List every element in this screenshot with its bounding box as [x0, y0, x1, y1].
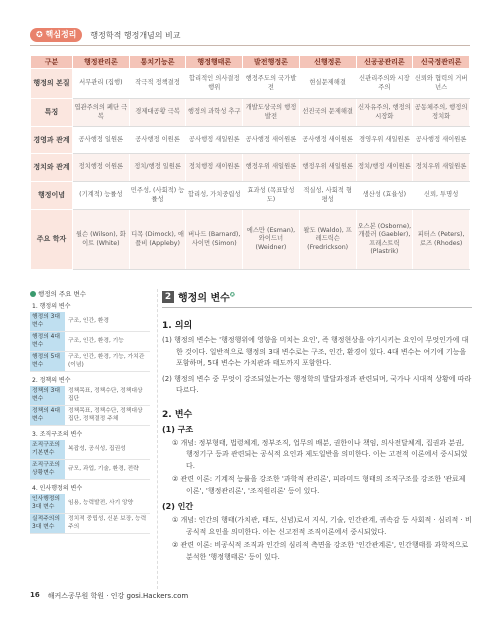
paragraph: ① 개념: 인간의 행태(가치관, 태도, 신념)로서 지식, 기술, 인간관계, 귀속감 등 사회적 · 심리적 · 비공식적 요인을 의미한다. 이는 신고전적 조직이론에서 중시되었다.	[172, 516, 472, 536]
bullet-icon	[30, 291, 36, 297]
sidebar-row	[30, 514, 150, 534]
table-cell: 효과성 (목표달성도)	[243, 182, 300, 210]
table-row	[31, 210, 470, 270]
sidebar-key: 정책의 3대 변수	[30, 386, 65, 405]
section-header	[30, 28, 470, 46]
subsection-title: 2. 변수	[162, 409, 193, 420]
table-cell: 공사행정 새일원론	[186, 127, 243, 154]
paragraph: ② 관련 이론: 비공식적 조직과 인간의 심리적 측면을 강조한 '인간관계론', 인간행태를 과학적으로 분석한 '행정행태론' 등이 있다.	[172, 541, 469, 561]
table-header-row	[31, 56, 470, 69]
table-cell: 적실성, 사회적 형평성	[299, 182, 356, 210]
paragraph: ② 관련 이론: 기계적 능률을 강조한 '과학적 관리론', 피라미드 형태의 조직구조를 강조한 '관료제이론', '행정관리론', '조직원리론' 등이 있다.	[172, 475, 466, 495]
table-cell: 신뢰, 투명성	[413, 182, 470, 210]
page-footer	[30, 591, 188, 601]
sidebar-key: 행정의 3대 변수	[30, 312, 65, 331]
row-header: 정치와 관계	[31, 154, 73, 182]
table-cell: 합리적인 의사결정행위	[186, 69, 243, 99]
sidebar-val: 정치적 중립성, 신분 보장, 능력주의	[68, 516, 147, 530]
sidebar-val: 복잡성, 공식성, 집권성	[68, 445, 126, 452]
subsection-title: 1. 의의	[162, 321, 193, 331]
sidebar-group-heading: 2. 정책의 변수	[32, 377, 71, 384]
table-row	[31, 154, 470, 182]
table-cell: 행정우위 새일원론	[299, 154, 356, 182]
table-header-cell: 신국정관리론	[413, 56, 470, 69]
row-header: 경영과 관계	[31, 127, 73, 154]
row-header: 행정이념	[31, 182, 73, 210]
sidebar-val: 규모, 과업, 기술, 환경, 전략	[68, 465, 139, 472]
table-cell: 개발도상국의 행정발전	[243, 99, 300, 127]
comparison-section	[30, 28, 470, 270]
table-cell: 경제대공황 극복	[129, 99, 186, 127]
sidebar-title: 행정의 주요 변수	[30, 289, 150, 298]
table-header-cell: 신공공관리론	[356, 56, 413, 69]
table-header-cell: 신행정론	[299, 56, 356, 69]
sidebar-key: 행정의 5대 변수	[30, 352, 65, 371]
table-row	[31, 99, 470, 127]
core-summary-badge: ✪ 핵심정리	[30, 28, 82, 42]
table-header-cell: 발전행정론	[243, 56, 300, 69]
table-row	[31, 69, 470, 99]
table-cell: 신관리주의와 시장주의	[356, 69, 413, 99]
sidebar-val: 정책목표, 정책수단, 정책대상집단, 정책결정 주체	[68, 408, 143, 422]
item-title: (2) 인간	[162, 502, 194, 511]
sidebar-row	[30, 386, 150, 406]
table-cell: 정치/행정 새이원론	[356, 154, 413, 182]
paragraph: (2) 행정의 변수 중 무엇이 강조되었는가는 행정학의 발달과정과 관련되며, 국가나 시대적 상황에 따라 다르다.	[162, 374, 472, 394]
table-cell: 공사행정 일원론	[73, 127, 130, 154]
table-cell: 공사행정 새이원론	[299, 127, 356, 154]
main-heading	[162, 289, 472, 308]
sidebar-val: 임용, 능력발전, 사기 앙양	[68, 499, 134, 506]
row-header: 주요 학자	[31, 210, 73, 270]
table-cell: 선진국의 문제해결	[299, 99, 356, 127]
table-cell: 공사행정 새이원론	[413, 127, 470, 154]
table-cell: 경영우위 새일원론	[356, 127, 413, 154]
table-cell: (기계적) 능률성	[73, 182, 130, 210]
star-icon: ✪	[229, 291, 235, 299]
table-cell: 공사행정 이원론	[129, 127, 186, 154]
paragraph: (1) 행정의 변수는 '행정행위에 영향을 미치는 요인', 즉 행정현상을 야기시키는 요인이 무엇인가에 대한 것이다. 일반적으로 행정의 3대 변수로는 구조, 인간, 환경이 있다. 4대 변수는 여기에 기능을 포함하며, 5대 변수는 가치관과 태도까지 포함한다.	[162, 336, 469, 367]
item-title: (1) 구조	[162, 424, 194, 434]
table-cell: 행정우위 새일원론	[243, 154, 300, 182]
table-cell: 공동체주의, 행정의 정치화	[413, 99, 470, 127]
table-cell: 공사행정 새이원론	[243, 127, 300, 154]
table-cell: 현실문제해결	[299, 69, 356, 99]
comparison-table	[30, 55, 470, 270]
table-cell: 윌슨 (Wilson), 화이트 (White)	[73, 210, 130, 270]
sidebar-group-heading: 3. 조직구조의 변수	[32, 431, 83, 438]
sidebar-key: 조직구조의 상황변수	[30, 460, 65, 479]
table-header-cell: 구분	[31, 56, 73, 69]
sidebar-row	[30, 352, 150, 372]
sidebar-val: 구조, 인간, 환경	[68, 317, 109, 324]
sidebar-row	[30, 406, 150, 426]
table-header-cell: 행정행태론	[186, 56, 243, 69]
table-cell: 작극적 정책결정	[129, 69, 186, 99]
table-cell: 정치행정 이원론	[73, 154, 130, 182]
table-cell: 서무관리 (집행)	[73, 69, 130, 99]
sidebar-key: 조직구조의 기본변수	[30, 440, 65, 459]
sidebar-key: 실적주의의 3대 변수	[30, 514, 65, 533]
table-cell: 신자유주의, 행정의 시장화	[356, 99, 413, 127]
sidebar-row	[30, 494, 150, 514]
table-cell: 엽관주의의 폐단 극복	[73, 99, 130, 127]
table-header-cell: 행정관리론	[73, 56, 130, 69]
sidebar-val: 정책목표, 정책수단, 정책대상집단	[68, 388, 143, 402]
section-title: 행정학적 행정개념의 비교	[90, 30, 181, 40]
sidebar-row	[30, 460, 150, 480]
footer-text: 해커스공무원 학원 · 인강 gosi.Hackers.com	[47, 592, 189, 600]
table-row	[31, 182, 470, 210]
table-row	[31, 127, 470, 154]
sidebar-val: 구조, 인간, 환경, 기능, 가치관(이념)	[68, 354, 145, 368]
sidebar-row	[30, 312, 150, 332]
paragraph: ① 개념: 정부형태, 법령체계, 정부조직, 업무의 배분, 권한이나 책임, 의사전달체계, 집권과 분권, 행정기구 등과 관련되는 공식적 요인과 제도일반을 의미한다. 이는 고전적 이론에서 중시되었다.	[172, 438, 468, 470]
table-cell: 신뢰와 협력의 거버넌스	[413, 69, 470, 99]
table-cell: 피터스 (Peters), 로즈 (Rhodes)	[413, 210, 470, 270]
table-cell: 정치행정 새이원론	[186, 154, 243, 182]
table-cell: 오스본 (Osborne), 개블러 (Gaebler), 프래스트릭 (Plastrik)	[356, 210, 413, 270]
table-cell: 정치우위 새일원론	[413, 154, 470, 182]
sidebar-key: 행정의 4대 변수	[30, 332, 65, 351]
main-content	[162, 289, 472, 565]
sidebar-key: 정책의 4대 변수	[30, 406, 65, 425]
table-cell: 합리성, 가치중립성	[186, 182, 243, 210]
sidebar-group-heading: 4. 인사행정의 변수	[32, 485, 83, 492]
sidebar-key: 인사행정의 3대 변수	[30, 494, 65, 513]
sidebar-row	[30, 332, 150, 352]
main-title: 행정의 변수✪	[178, 291, 235, 304]
table-cell: 에스만 (Esman), 와이드너 (Weidner)	[243, 210, 300, 270]
table-cell: 행정주도의 국가발전	[243, 69, 300, 99]
sidebar-row	[30, 440, 150, 460]
page-number: 16	[30, 591, 40, 599]
table-cell: 정치/행정 일원론	[129, 154, 186, 182]
table-cell: 민주성, (사회적) 능률성	[129, 182, 186, 210]
table-cell: 버나드 (Barnard), 사이먼 (Simon)	[186, 210, 243, 270]
table-cell: 생산성 (효율성)	[356, 182, 413, 210]
table-cell: 행정의 과학성 추구	[186, 99, 243, 127]
sidebar-group-heading: 1. 행정의 변수	[32, 303, 71, 310]
row-header: 특징	[31, 99, 73, 127]
sidebar-val: 구조, 인간, 환경, 기능	[68, 337, 124, 344]
section-number: 2	[162, 291, 174, 303]
column-divider	[157, 289, 158, 589]
table-header-cell: 통치기능론	[129, 56, 186, 69]
table-cell: 왈도 (Waldo), 프레드릭슨 (Fredrickson)	[299, 210, 356, 270]
table-cell: 디목 (Dimock), 애플비 (Appleby)	[129, 210, 186, 270]
variables-sidebar	[30, 289, 150, 534]
row-header: 행정의 본질	[31, 69, 73, 99]
